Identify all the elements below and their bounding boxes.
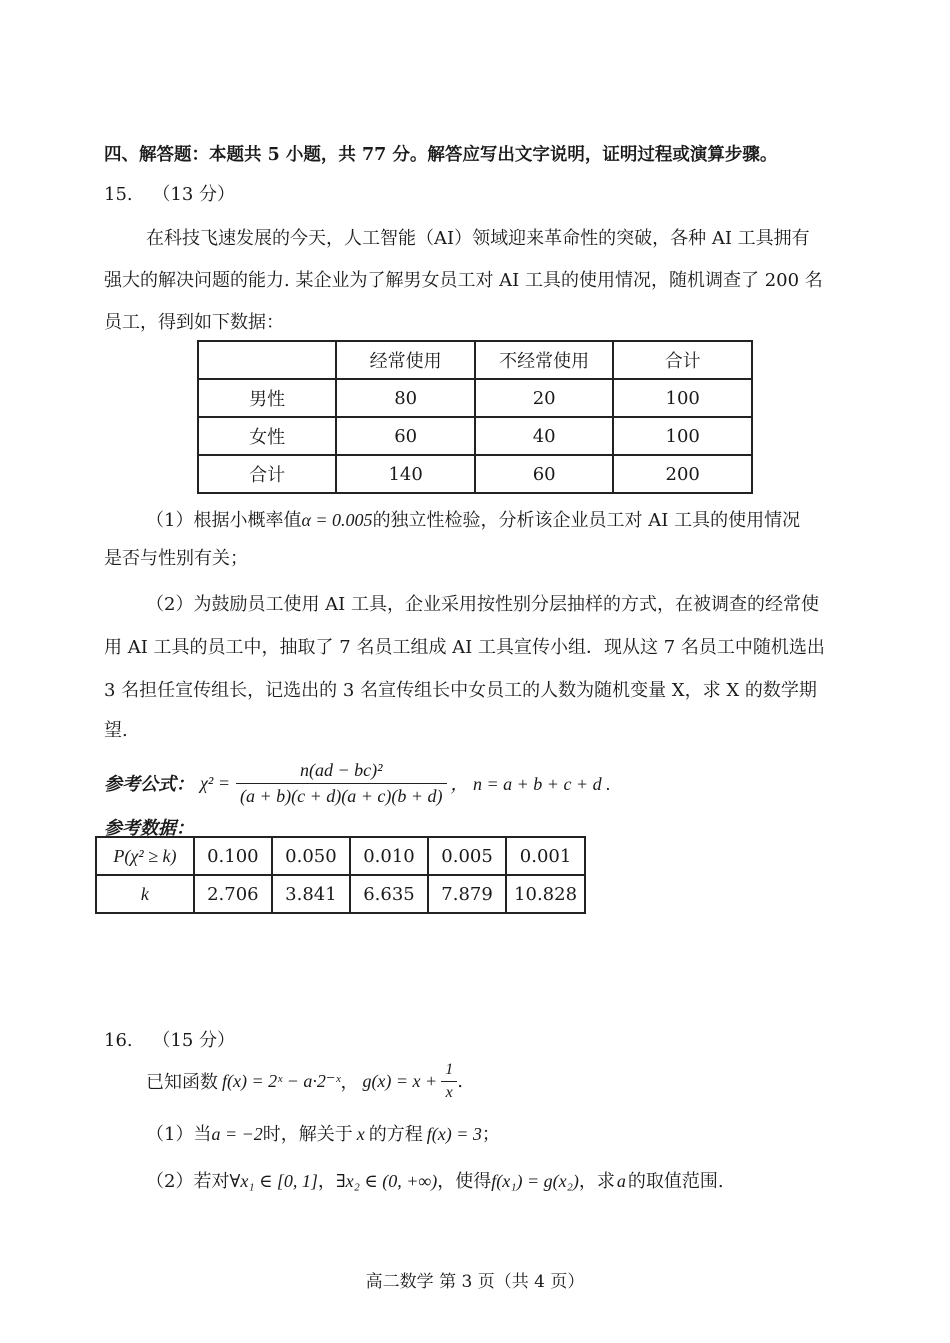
usage-table-header-cell: 合计 [613, 341, 752, 379]
q15-part1-suffix: 的独立性检验，分析该企业员工对 AI 工具的使用情况 [372, 510, 801, 531]
ref-table-cell: 3.841 [272, 875, 350, 913]
chi-square-ref-table [95, 836, 586, 914]
usage-table-header-cell: 不经常使用 [475, 341, 613, 379]
q16-given [146, 1058, 463, 1104]
q15-part2-line2: 用 AI 工具的员工中，抽取了 7 名员工组成 AI 工具宣传小组．现从这 7 名员工中随机选出 [104, 637, 825, 658]
frac-numerator: 1 [441, 1061, 457, 1082]
table-cell: 140 [336, 455, 475, 493]
table-cell: 男性 [198, 379, 336, 417]
q15-part1-line1 [146, 506, 800, 532]
ref-table-cell: 0.010 [350, 837, 428, 875]
q15-number [104, 180, 235, 206]
usage-table-header [198, 341, 752, 379]
usage-table-header-cell: 经常使用 [336, 341, 475, 379]
ref-table-cell: 0.005 [428, 837, 506, 875]
ref-table-cell: k [96, 875, 194, 913]
formula-numerator: n(ad − bc)² [236, 760, 447, 784]
q16-part2-eq: f(x₁) = g(x₂) [491, 1171, 579, 1191]
table-cell: 60 [336, 417, 475, 455]
q16-part2-e: 的取值范围. [627, 1171, 724, 1192]
table-cell: 20 [475, 379, 613, 417]
q16-number-label: 16. [104, 1030, 133, 1051]
table-cell: 合计 [198, 455, 336, 493]
q15-number-label: 15. [104, 184, 133, 205]
q16-part2 [146, 1167, 724, 1193]
table-cell: 100 [613, 379, 752, 417]
table-cell: 100 [613, 417, 752, 455]
ref-table-cell: 0.001 [506, 837, 585, 875]
q16-part1-eq: f(x) = 3 [426, 1124, 482, 1144]
q16-part1-x: x [356, 1124, 365, 1144]
table-cell: 80 [336, 379, 475, 417]
formula-denominator: (a + b)(c + d)(a + c)(b + d) [239, 785, 443, 806]
ref-table-cell: 6.635 [350, 875, 428, 913]
frac-denominator: x [445, 1083, 453, 1101]
q15-intro-line2: 强大的解决问题的能力. 某企业为了解男女员工对 AI 工具的使用情况，随机调查了 200 名 [104, 270, 823, 291]
ref-table-cell: 0.050 [272, 837, 350, 875]
chi-square-fraction [236, 760, 447, 807]
table-cell: 40 [475, 417, 613, 455]
q16-part1 [146, 1120, 500, 1146]
table-row [198, 379, 752, 417]
q16-score: （15 分） [152, 1030, 236, 1051]
ref-table-cell: 7.879 [428, 875, 506, 913]
alpha-value: α = 0.005 [301, 510, 373, 530]
table-cell: 200 [613, 455, 752, 493]
q16-part2-c: ，使得 [437, 1171, 492, 1192]
page-footer: 高二数学 第 3 页（共 4 页） [365, 1272, 585, 1292]
q16-given-sep: ， [340, 1072, 359, 1093]
q15-intro-line3: 员工，得到如下数据： [104, 312, 284, 333]
reference-formula [104, 756, 611, 810]
q16-part1-c: 的方程 [368, 1124, 423, 1145]
table-cell: 女性 [198, 417, 336, 455]
table-row [198, 417, 752, 455]
q16-given-end: . [457, 1070, 463, 1092]
one-over-x-fraction [441, 1061, 457, 1102]
formula-n: ， n = a + b + c + d . [450, 774, 611, 794]
table-row [96, 837, 585, 875]
q15-part1-line2: 是否与性别有关； [104, 548, 248, 569]
q16-part2-a-var: a [616, 1171, 626, 1191]
function-g: g(x) = x + [362, 1070, 438, 1091]
ref-data-label: 参考数据： [104, 818, 194, 839]
table-row [198, 455, 752, 493]
q16-part2-forall: ∀x₁ ∈ [0, 1] [229, 1171, 318, 1191]
formula-label: 参考公式： [104, 774, 194, 795]
q16-part2-b: ， [317, 1171, 336, 1192]
section-heading: 四、解答题：本题共 5 小题，共 77 分。解答应写出文字说明，证明过程或演算步骤。 [104, 145, 778, 165]
q16-part1-a: （1）当 [146, 1124, 212, 1145]
q15-intro-line1: 在科技飞速发展的今天，人工智能（AI）领域迎来革命性的突破，各种 AI 工具拥有 [146, 228, 810, 249]
formula-lhs: χ² = [200, 772, 230, 793]
table-cell: 60 [475, 455, 613, 493]
q16-part2-a: （2）若对 [146, 1171, 230, 1192]
q15-part2-line4: 望. [104, 720, 128, 741]
table-row [96, 875, 585, 913]
function-f: f(x) = 2ˣ − a·2⁻ˣ [222, 1070, 341, 1091]
q16-part2-d: ，求 [578, 1171, 615, 1192]
q16-given-prefix: 已知函数 [146, 1072, 218, 1093]
q15-part1-prefix: （1）根据小概率值 [146, 510, 302, 531]
usage-table-header-cell [198, 341, 336, 379]
ref-table-cell: 2.706 [194, 875, 272, 913]
q15-part2-line3: 3 名担任宣传组长，记选出的 3 名宣传组长中女员工的人数为随机变量 X，求 X 的数学期 [104, 680, 817, 701]
q16-part1-cond: a = −2 [211, 1124, 263, 1144]
ref-table-cell: 10.828 [506, 875, 585, 913]
q15-part2-line1: （2）为鼓励员工使用 AI 工具，企业采用按性别分层抽样的方式，在被调查的经常使 [146, 594, 820, 615]
ref-table-cell: 0.100 [194, 837, 272, 875]
q16-part1-b: 时，解关于 [262, 1124, 353, 1145]
q16-part1-d: ； [481, 1124, 500, 1145]
ref-table-cell: P(χ² ≥ k) [96, 837, 194, 875]
q16-part2-exists: ∃x₂ ∈ (0, +∞) [335, 1171, 438, 1191]
usage-table [197, 340, 753, 494]
q16-number [104, 1026, 235, 1052]
q15-score: （13 分） [152, 184, 236, 205]
